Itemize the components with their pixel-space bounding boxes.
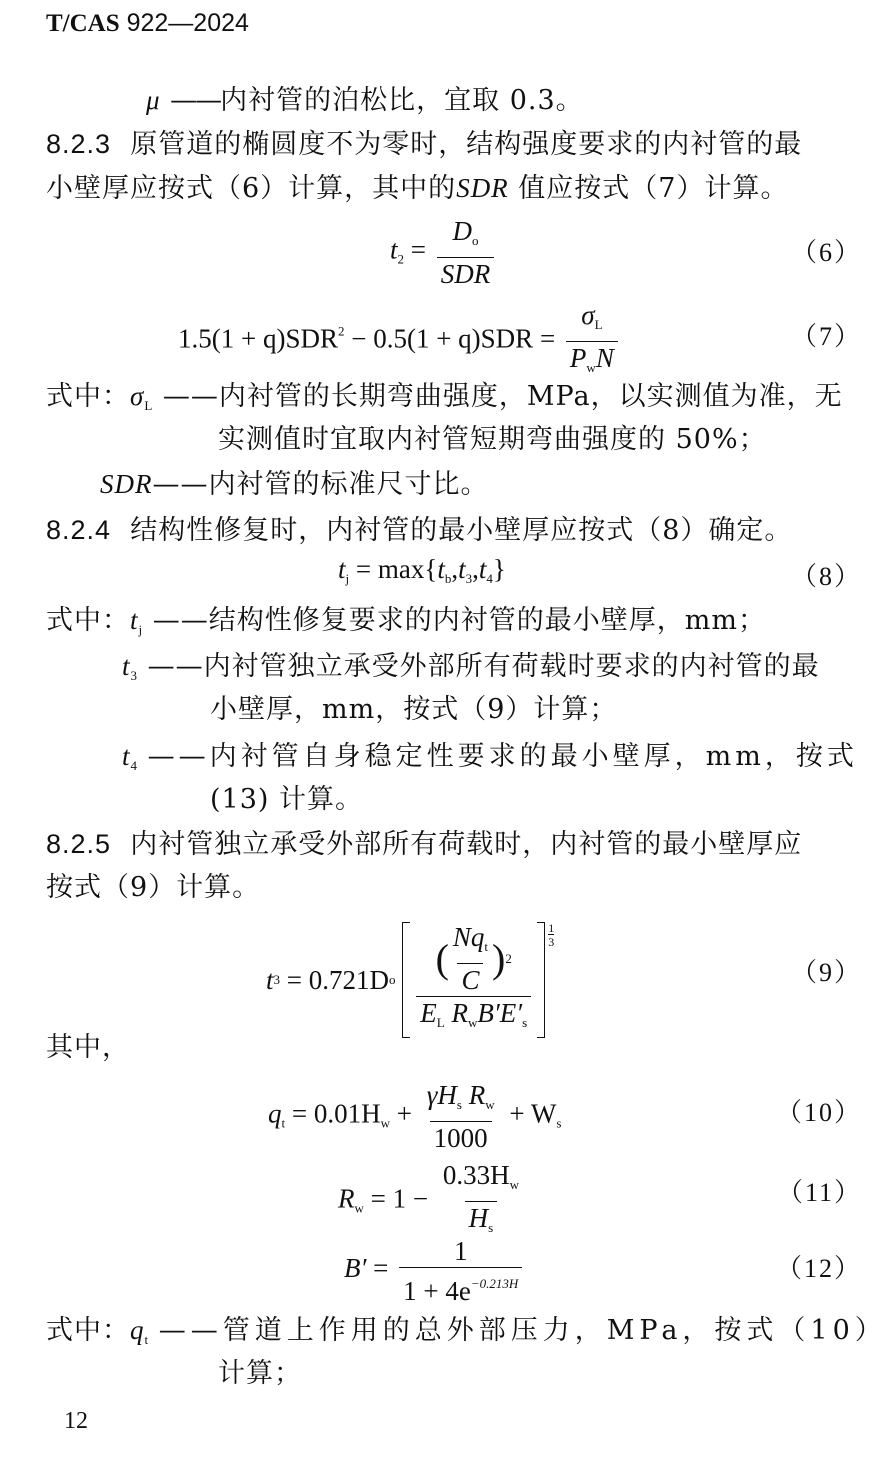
section-text: 原管道的椭圆度不为零时，结构强度要求的内衬管的最 <box>130 129 803 160</box>
mu-symbol: μ <box>146 85 161 115</box>
equation-12 <box>344 1236 526 1306</box>
definition-text: ——内衬管的标准尺寸比。 <box>152 469 489 500</box>
equation-7 <box>178 300 622 383</box>
eq-subscript: L <box>436 1015 445 1030</box>
eq-subscript: L <box>594 317 603 332</box>
eq-operator: = <box>410 234 426 265</box>
eq-symbol: t <box>390 234 398 265</box>
eq-expression: = 0.01H <box>291 1098 381 1129</box>
eq-symbol: σ <box>581 300 595 330</box>
eq-subscript: s <box>522 1015 528 1030</box>
eq-subscript: 3 <box>273 972 281 987</box>
section-number: 8.2.5 <box>46 829 112 859</box>
eq-superscript: −0.213H <box>470 1276 519 1291</box>
equation-6-label: （6） <box>790 238 862 267</box>
eq-symbol: γH <box>426 1080 457 1110</box>
eq-symbol: t <box>458 554 466 584</box>
eq-subscript: j <box>345 571 350 586</box>
eq-subscript: s <box>556 1115 562 1131</box>
sdr-inline: SDR <box>456 173 509 203</box>
definition-text: ——管道上作用的总外部压力，MPa，按式（10） <box>158 1315 887 1346</box>
eq-operator: = 1 − <box>370 1183 429 1214</box>
eq-symbol: R <box>444 998 468 1028</box>
eq-subscript: w <box>485 1097 495 1112</box>
eq-expression: = 0.721D <box>286 964 389 995</box>
sdr-definition <box>100 462 489 507</box>
page-number: 12 <box>64 1408 88 1434</box>
exponent-numerator: 1 <box>548 921 555 935</box>
eq-symbol: P <box>569 343 587 373</box>
eq-subscript: t <box>144 1332 150 1347</box>
eq-subscript: w <box>380 1115 390 1131</box>
eq-subscript: w <box>509 1177 519 1192</box>
equation-12-label: （12） <box>775 1254 862 1283</box>
eq-subscript: w <box>354 1200 364 1216</box>
fraction <box>423 1080 499 1153</box>
document-header <box>46 6 249 41</box>
section-8-2-3-line1 <box>46 122 802 167</box>
eq-symbol: E <box>420 998 437 1028</box>
eq-symbol: q <box>130 1315 145 1345</box>
standard-code: 922—2024 <box>126 9 249 37</box>
eq-symbol: B′E′ <box>477 998 523 1028</box>
section-8-2-5-line1 <box>46 822 802 867</box>
eq-subscript: s <box>488 1220 494 1235</box>
eq-symbol: D <box>452 216 472 246</box>
eq-subscript: s <box>456 1097 462 1112</box>
eq-symbol: Nq <box>452 922 485 952</box>
eq-expression: = max{ <box>355 554 438 584</box>
eq-symbol: N <box>595 343 614 373</box>
eq-subscript: b <box>444 571 452 586</box>
eq-symbol: t <box>266 964 274 995</box>
sigma-l-definition-cont: 实测值时宜取内衬管短期弯曲强度的 50%； <box>218 424 767 455</box>
mu-definition <box>146 78 584 123</box>
outer-exponent <box>548 922 554 948</box>
eq-symbol: B′ <box>344 1253 367 1284</box>
qt-definition <box>46 1308 887 1362</box>
eq-subscript: o <box>472 233 479 248</box>
eq-expression: 1000 <box>430 1121 492 1153</box>
eq-symbol: C <box>457 963 483 995</box>
sigma-symbol: σ <box>130 381 145 411</box>
exponent-denominator: 3 <box>548 935 555 949</box>
where-label: 式中： <box>46 605 130 636</box>
t3-definition-cont: 小壁厚，mm，按式（9）计算； <box>210 694 618 725</box>
eq-expression: − 0.5(1 + q)SDR = <box>344 323 556 354</box>
eq-operator: = <box>373 1253 389 1284</box>
eq-symbol: q <box>268 1098 282 1129</box>
equation-6 <box>390 216 498 289</box>
eq-subscript: t <box>281 1115 286 1131</box>
where-label: 式中： <box>46 1315 130 1346</box>
bracket-group <box>402 922 545 1038</box>
section-text: 小壁厚应按式（6）计算，其中的 <box>46 173 457 204</box>
eq-expression: 1 <box>453 1236 468 1266</box>
where-label: 式中： <box>46 381 130 412</box>
sdr-symbol: SDR <box>100 469 153 499</box>
eq-expression: + W <box>509 1098 557 1129</box>
eq-subscript: w <box>586 360 596 375</box>
among-label: 其中， <box>46 1032 130 1063</box>
equation-7-label: （7） <box>790 322 862 351</box>
eq-symbol: t <box>437 554 445 584</box>
eq-symbol: t <box>130 605 139 635</box>
eq-superscript: 2 <box>337 323 345 339</box>
section-text: 结构性修复时，内衬管的最小壁厚应按式（8）确定。 <box>130 515 793 546</box>
equation-10 <box>268 1080 561 1153</box>
eq-subscript: L <box>144 398 154 413</box>
equation-9 <box>266 922 554 1038</box>
standard-org: T/CAS <box>46 10 120 37</box>
eq-subscript: j <box>138 622 144 637</box>
eq-symbol: t <box>122 651 131 681</box>
definition-text: ——结构性修复要求的内衬管的最小壁厚，mm； <box>152 605 766 636</box>
eq-subscript: o <box>389 972 396 987</box>
eq-expression: } <box>492 554 506 584</box>
fraction: ( $\frac{Nq_t}{C}$ ) 2 $E_L$ $R_wB'E'_s$ <box>416 922 531 1038</box>
eq-symbol: t <box>122 741 131 771</box>
section-8-2-5-line2: 按式（9）计算。 <box>46 872 261 903</box>
eq-expression: 0.33H <box>442 1160 510 1190</box>
eq-subscript: 4 <box>130 758 139 773</box>
eq-subscript: w <box>467 1015 478 1030</box>
eq-operator: + <box>396 1098 412 1129</box>
eq-symbol: SDR <box>437 257 495 289</box>
definition-text: ——内衬管独立承受外部所有荷载时要求的内衬管的最 <box>147 651 820 682</box>
eq-subscript: t <box>484 939 489 954</box>
section-text: 值应按式（7）计算。 <box>518 173 789 204</box>
definition-text: ——内衬管自身稳定性要求的最小壁厚，mm，按式 <box>147 741 858 772</box>
fraction <box>437 216 495 289</box>
equation-10-label: （10） <box>775 1098 862 1127</box>
definition-dash: —— <box>170 85 221 116</box>
eq-expression: 1 + 4e <box>403 1276 471 1306</box>
eq-symbol: t <box>478 554 487 584</box>
equation-8-label: （8） <box>790 562 862 591</box>
definition-text: ——内衬管的长期弯曲强度，MPa，以实测值为准，无 <box>162 381 843 412</box>
eq-subscript: 4 <box>486 571 493 586</box>
equation-8: $t_j = \max\{t_b,t_3,t_4\}$ <box>338 554 506 586</box>
eq-symbol: R <box>461 1080 486 1110</box>
fraction <box>399 1236 522 1306</box>
eq-subscript: 3 <box>130 668 139 683</box>
qt-definition-cont: 计算； <box>218 1358 302 1389</box>
section-number: 8.2.4 <box>46 515 112 545</box>
eq-symbol: H <box>468 1203 489 1233</box>
equation-11-label: （11） <box>776 1178 862 1207</box>
fraction <box>439 1160 523 1243</box>
section-8-2-4 <box>46 508 792 553</box>
t4-definition-cont: (13) 计算。 <box>210 784 364 815</box>
eq-symbol: t <box>338 554 346 584</box>
section-number: 8.2.3 <box>46 129 112 159</box>
eq-subscript: 2 <box>397 251 405 267</box>
equation-9-label: （9） <box>790 958 862 987</box>
fraction <box>566 300 618 383</box>
section-8-2-3-line2 <box>46 166 788 211</box>
eq-expression: 1.5(1 + q)SDR <box>178 323 338 354</box>
eq-superscript: 2 <box>505 950 512 966</box>
eq-symbol: R <box>338 1183 355 1214</box>
section-text: 内衬管独立承受外部所有荷载时，内衬管的最小壁厚应 <box>130 829 803 860</box>
equation-11 <box>338 1160 527 1243</box>
eq-subscript: 3 <box>465 571 473 586</box>
mu-text: 内衬管的泊松比，宜取 0.3。 <box>220 85 584 116</box>
